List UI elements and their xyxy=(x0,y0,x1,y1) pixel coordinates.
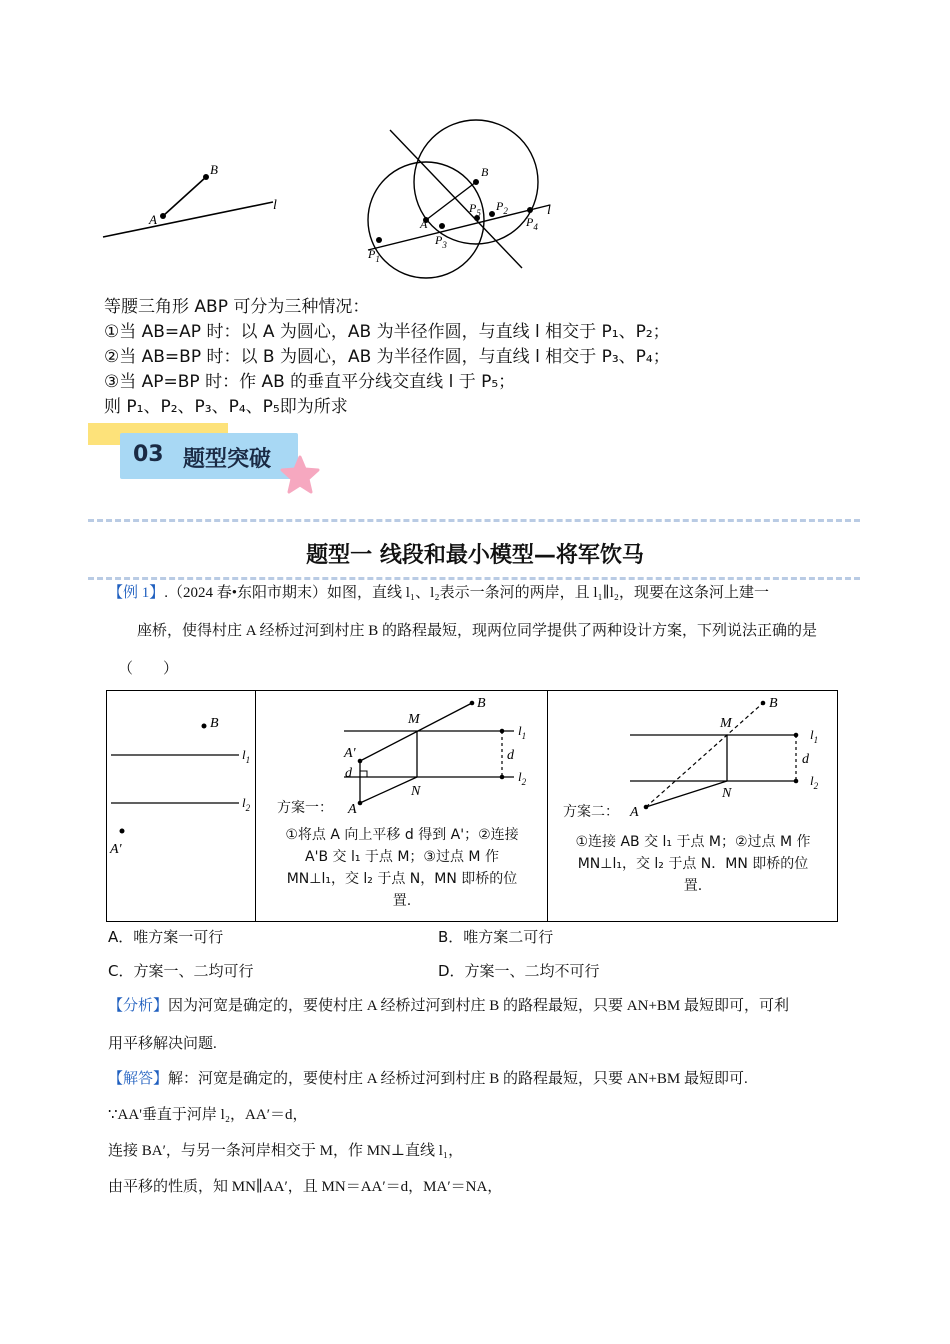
scheme-2-caption: ①连接 AB 交 l₁ 于点 M；②过点 M 作 MN⊥l₁，交 l₂ 于点 N．MN 即桥的位 置. xyxy=(575,834,811,894)
option-b: B．唯方案二可行 xyxy=(438,928,554,946)
label-b: B xyxy=(481,165,489,179)
label-m: M xyxy=(408,712,420,727)
label-l: l xyxy=(273,198,277,213)
label-l2: $l_2$ xyxy=(242,795,251,813)
label-l: l xyxy=(547,203,551,218)
example-line-3: （ ） xyxy=(118,661,179,677)
label-m: M xyxy=(720,716,732,731)
solution-line-1: 【解答】解：河宽是确定的，要使村庄 A 经桥过河到村庄 B 的路程最短，只要 AN+BM 最短即可. xyxy=(108,1071,748,1087)
solution-tag: 【解答】 xyxy=(108,1071,169,1087)
label-l1: $l_1$ xyxy=(242,747,251,765)
label-b: B xyxy=(210,162,218,177)
label-d-left: d xyxy=(345,766,352,781)
label-l2: $l_2$ xyxy=(518,769,527,787)
label-a-prime: A' xyxy=(344,746,356,761)
label-b: B xyxy=(477,696,486,711)
figure-right-circles xyxy=(360,118,570,288)
case-4: 则 P₁、P₂、P₃、P₄、P₅即为所求 xyxy=(104,397,348,417)
label-a: A xyxy=(149,212,157,227)
label-d: d xyxy=(802,752,809,767)
section-number: 03 xyxy=(133,442,164,467)
topic-title: 题型一 线段和最小模型—将军饮马 xyxy=(306,543,644,568)
label-p4: $P_4$ xyxy=(526,215,538,232)
example-line-2: 座桥，使得村庄 A 经桥过河到村庄 B 的路程最短，现两位同学提供了两种设计方案，下列说法正确的是 xyxy=(137,623,818,639)
label-n: N xyxy=(411,784,421,799)
case-2: ②当 AB=BP 时：以 B 为圆心，AB 为半径作圆，与直线 l 相交于 P₃、P₄； xyxy=(104,347,670,367)
example-line-1: 【例 1】.（2024 春•东阳市期末）如图，直线 l₁、l₂表示一条河的两岸，且 l₁∥l₂，现要在这条河上建一 xyxy=(108,585,770,601)
solution-line-3: 连接 BA′，与另一条河岸相交于 M，作 MN⊥直线 l₁， xyxy=(108,1143,464,1159)
label-d-right: d xyxy=(507,748,514,763)
label-p3: $P_3$ xyxy=(435,233,447,250)
scheme-1-label: 方案一： xyxy=(277,800,333,816)
divider-bottom xyxy=(88,577,860,580)
label-b: B xyxy=(769,696,778,711)
analysis-line-2: 用平移解决问题. xyxy=(108,1036,217,1052)
case-1: ①当 AB=AP 时：以 A 为圆心，AB 为半径作圆，与直线 l 相交于 P₁、P₂； xyxy=(104,322,670,342)
label-p2: $P_2$ xyxy=(496,199,508,216)
label-l1: $l_1$ xyxy=(518,723,527,741)
figure-table xyxy=(106,690,838,922)
label-p1: $P_1$ xyxy=(368,247,380,264)
option-c: C．方案一、二均可行 xyxy=(108,962,254,980)
label-a: A' xyxy=(110,842,122,857)
scheme-1-caption: ①将点 A 向上平移 d 得到 A'；②连接 A'B 交 l₁ 于点 M；③过点 M 作 MN⊥l₁，交 l₂ 于点 N，MN 即桥的位 置. xyxy=(285,827,519,909)
solution-line-4: 由平移的性质，知 MN∥AA′，且 MN＝AA′＝d，MA′＝NA， xyxy=(108,1179,503,1195)
analysis-tag: 【分析】 xyxy=(108,998,169,1014)
solution-line-2: ∵AA'垂直于河岸 l₂，AA′＝d， xyxy=(108,1107,308,1123)
label-p5: $P_5$ xyxy=(469,201,481,218)
option-a: A．唯方案一可行 xyxy=(108,928,224,946)
label-a: A xyxy=(630,805,639,820)
figure-left-segment xyxy=(95,150,295,250)
case-3: ③当 AP=BP 时：作 AB 的垂直平分线交直线 l 于 P₅； xyxy=(104,372,516,392)
scheme-2-label: 方案二： xyxy=(563,804,619,820)
label-a: A xyxy=(420,217,428,231)
analysis-line-1: 【分析】因为河宽是确定的，要使村庄 A 经桥过河到村庄 B 的路程最短，只要 AN+BM 最短即可，可利 xyxy=(108,998,789,1014)
section-title: 题型突破 xyxy=(183,447,272,472)
divider-top xyxy=(88,519,860,522)
label-n: N xyxy=(722,786,732,801)
label-b: B xyxy=(210,716,219,731)
example-tag: 【例 1】 xyxy=(108,585,165,601)
label-a: A xyxy=(348,802,357,817)
option-d: D．方案一、二均不可行 xyxy=(438,962,600,980)
cell-1-figure xyxy=(107,691,255,921)
cases-intro: 等腰三角形 ABP 可分为三种情况： xyxy=(104,297,370,317)
label-l2: $l_2$ xyxy=(810,773,819,791)
label-l1: $l_1$ xyxy=(810,727,819,745)
star-icon xyxy=(280,455,320,495)
